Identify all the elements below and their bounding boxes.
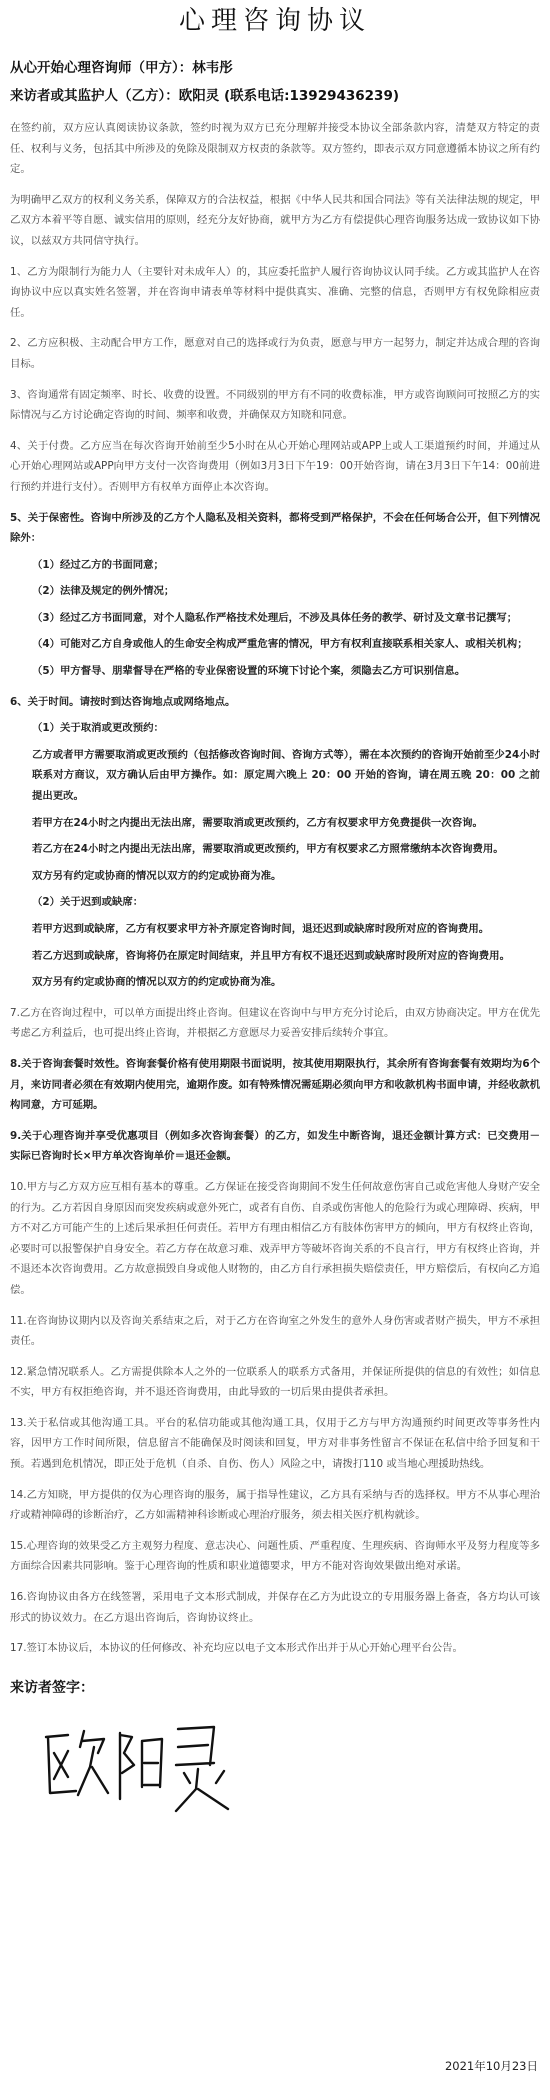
- clause-7: 7.乙方在咨询过程中，可以单方面提出终止咨询。但建议在咨询中与甲方充分讨论后，由双方协商决定。甲方在优先考虑乙方利益后，也可提出终止咨询，并根据乙方意愿尽力妥善安排后续转介事宜。: [10, 1006, 540, 1040]
- clause-6-1-b: 若甲方在24小时之内提出无法出席，需要取消或更改预约，乙方有权要求甲方免费提供一次咨询。: [32, 816, 483, 829]
- clause-16: 16.咨询协议由各方在线签署，采用电子文本形式制成，并保存在乙方为此设立的专用服务器上备查，各方均认可该形式的协议效力。在乙方退出咨询后，咨询协议终止。: [10, 1591, 540, 1624]
- clause-6-sub-2: （2）关于迟到或缺席：: [32, 896, 144, 909]
- intro-paragraph: 在签约前，双方应认真阅读协议条款，签约时视为双方已充分理解并接受本协议全部条款内容，清楚双方特定的责任、权利与义务，包括其中所涉及的免除及限制双方权责的条款等。双方签约，即表示双方同意遵循本协议之所有约定。: [10, 122, 540, 176]
- clause-5-item-1: （1）经过乙方的书面同意；: [32, 558, 164, 571]
- page-title: 心理咨询协议: [178, 6, 371, 36]
- clause-6-1-c: 若乙方在24小时之内提出无法出席，需要取消或更改预约，甲方有权要求乙方照常缴纳本次咨询费用。: [32, 843, 504, 856]
- agreement-body: [10, 118, 540, 1659]
- clause-5-item-2: （2）法律及规定的例外情况；: [32, 585, 175, 598]
- clause-17: 17.签订本协议后，本协议的任何修改、补充均应以电子文本形式作出并于从心开始心理平台公告。: [10, 1642, 463, 1655]
- clause-1: 1、乙方为限制行为能力人（主要针对未成年人）的，其应委托监护人履行咨询协议认同手续。乙方或其监护人在咨询协议中应以真实姓名签署，并在咨询申请表单等材料中提供真实、准确、完整的信息，否则甲方有权免除相应责任。: [10, 265, 540, 319]
- party-b: 来访者或其监护人（乙方）：欧阳灵 (联系电话:13929436239): [10, 88, 400, 104]
- clause-6-2-b: 若乙方迟到或缺席，咨询将仍在原定时间结束，并且甲方有权不退还迟到或缺席时段所对应的咨询费用。: [32, 949, 510, 962]
- clause-9: 9.关于心理咨询并享受优惠项目（例如多次咨询套餐）的乙方，如发生中断咨询，退还金额计算方式：已交费用－实际已咨询时长×甲方单次咨询单价＝退还金额。: [10, 1129, 540, 1163]
- clause-6-1-a: 乙方或者甲方需要取消或更改预约（包括修改咨询时间、咨询方式等），需在本次预约的咨询开始前至少24小时联系对方商议，双方确认后由甲方操作。如：原定周六晚上 20：00 开始的咨询，请在周五晚 20：00 之前提出更改。: [32, 748, 541, 803]
- clause-14: 14.乙方知晓，甲方提供的仅为心理咨询的服务，属于指导性建议，乙方具有采纳与否的选择权。甲方不从事心理治疗或精神障碍的诊断治疗，乙方如需精神科诊断或心理治疗服务，须去相关医疗机构就诊。: [10, 1488, 540, 1522]
- signature-drawing: [38, 1707, 238, 1817]
- clause-11: 11.在咨询协议期内以及咨询关系结束之后，对于乙方在咨询室之外发生的意外人身伤害或者财产损失，甲方不承担责任。: [10, 1314, 540, 1348]
- handwritten-signature: [38, 1707, 540, 1821]
- clause-12: 12.紧急情况联系人。乙方需提供除本人之外的一位联系人的联系方式备用，并保证所提供的信息的有效性；如信息不实，甲方有权拒绝咨询，并不退还咨询费用，由此导致的一切后果由提供者承担。: [10, 1365, 540, 1399]
- clause-2: 2、乙方应积极、主动配合甲方工作，愿意对自己的选择或行为负责，愿意与甲方一起努力，制定并达成合理的咨询目标。: [10, 337, 540, 370]
- clause-10: 10.甲方与乙方双方应互相有基本的尊重。乙方保证在接受咨询期间不发生任何故意伤害自己或危害他人身财产安全的行为。乙方若因自身原因而突发疾病或意外死亡，或者有自伤、自杀或伤害他人的危险行为或心理障碍、疾病，甲方不对乙方可能产生的上述后果承担任何责任。若甲方有理由相信乙方有肢体伤害甲方的倾向，甲方有权终止咨询，必要时可以报警保护自身安全。若乙方存在故意习难、戏弄甲方等破坏咨询关系的不良言行，甲方有权终止咨询，并不退还本次咨询费用。乙方故意损毁自身或他人财物的，由乙方自行承担损失赔偿责任，甲方赔偿后，有权向乙方追偿。: [10, 1180, 540, 1296]
- clause-6-2-a: 若甲方迟到或缺席，乙方有权要求甲方补齐原定咨询时间，退还迟到或缺席时段所对应的咨询费用。: [32, 923, 490, 935]
- clause-5-item-5: （5）甲方督导、朋辈督导在严格的专业保密设置的环境下讨论个案，须隐去乙方可识别信息。: [32, 665, 466, 678]
- clause-6-2-c: 双方另有约定或协商的情况以双方的约定或协商为准。: [32, 976, 282, 989]
- clause-4: 4、关于付费。乙方应当在每次咨询开始前至少5小时在从心开始心理网站或APP上或人工渠道预约时间，并通过从心开始心理网站或APP向甲方支付一次咨询费用（例如3月3日下午19：00开始咨询，请在3月3日下午14：00前进行预约并进行支付）。否则甲方有权单方面停止本次咨询。: [10, 439, 540, 493]
- signature-label: 来访者签字：: [10, 1679, 94, 1696]
- clause-3: 3、咨询通常有固定频率、时长、收费的设置。不同级别的甲方有不同的收费标准，甲方或咨询顾问可按照乙方的实际情况与乙方讨论确定咨询的时间、频率和收费，并确保双方知晓和同意。: [10, 388, 540, 422]
- clause-5-item-4: （4）可能对乙方自身或他人的生命安全构成严重危害的情况，甲方有权利直接联系相关家人、或相关机构；: [32, 638, 528, 651]
- clause-6-1-d: 双方另有约定或协商的情况以双方的约定或协商为准。: [32, 869, 282, 882]
- clause-5: 5、关于保密性。咨询中所涉及的乙方个人隐私及相关资料，都将受到严格保护，不会在任何场合公开，但下列情况除外：: [10, 511, 540, 545]
- clause-6-sub-1: （1）关于取消或更改预约：: [32, 722, 164, 735]
- clause-15: 15.心理咨询的效果受乙方主观努力程度、意志决心、问题性质、严重程度、生理疾病、咨询师水平及努力程度等多方面综合因素共同影响。鉴于心理咨询的性质和职业道德要求，甲方不能对咨询效果做出绝对承诺。: [10, 1539, 540, 1573]
- clause-13: 13.关于私信或其他沟通工具。平台的私信功能或其他沟通工具，仅用于乙方与甲方沟通预约时间更改等事务性内容，因甲方工作时间所限，信息留言不能确保及时阅读和回复，甲方对非事务性留言不保证在私信中给予回复和干预。若遇到危机情况，即正处于危机（自杀、自伤、伤人）风险之中，请拨打110 或当地心理援助热线。: [10, 1416, 540, 1471]
- intro-paragraph-2: 为明确甲乙双方的权利义务关系，保障双方的合法权益，根据《中华人民共和国合同法》等有关法律法规的规定，甲乙双方本着平等自愿、诚实信用的原则，经充分友好协商，就甲方为乙方有偿提供心理咨询服务达成一致协议如下协议，以兹双方共同信守执行。: [10, 193, 540, 247]
- clause-6: 6、关于时间。请按时到达咨询地点或网络地点。: [10, 695, 236, 708]
- signature-date: 2021年10月23日: [444, 2059, 538, 2073]
- clause-8: 8.关于咨询套餐时效性。咨询套餐价格有使用期限书面说明，按其使用期限执行，其余所有咨询套餐有效期均为6个月，来访同者必须在有效期内使用完，逾期作废。如有特殊情况需延期必须向甲方和收款机构书面申请，并经收款机构同意，方可延期。: [10, 1057, 540, 1112]
- party-a: 从心开始心理咨询师（甲方）：林韦彤: [10, 60, 233, 76]
- clause-5-item-3: （3）经过乙方书面同意，对个人隐私作严格技术处理后，不涉及具体任务的教学、研讨及文章书记撰写；: [32, 611, 518, 624]
